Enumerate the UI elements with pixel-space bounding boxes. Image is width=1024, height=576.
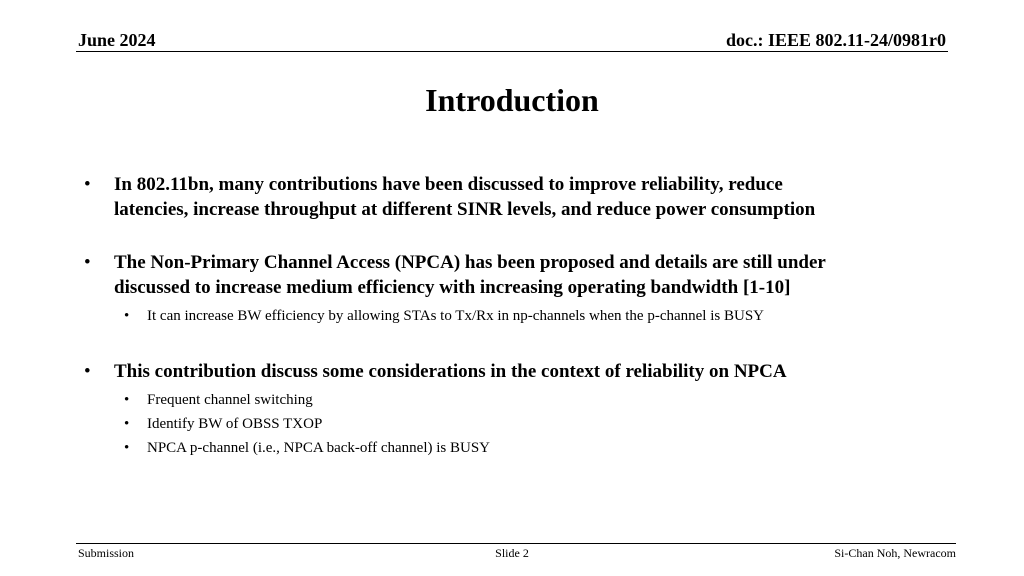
bullet-text-line: latencies, increase throughput at different SINR levels, and reduce power consumption	[114, 199, 816, 220]
sub-bullet-item	[114, 412, 924, 436]
bullet-item-reliability	[84, 172, 924, 222]
bullet-text-line: discussed to increase medium efficiency with increasing operating bandwidth [1-10]	[114, 277, 791, 298]
bullet-text-line: This contribution discuss some considerations in the context of reliability on NPCA	[114, 361, 787, 382]
sub-bullet-icon: •	[124, 308, 130, 324]
sub-bullet-text: It can increase BW efficiency by allowing STAs to Tx/Rx in np-channels when the p-channel is BUSY	[147, 308, 764, 324]
sub-bullet-list	[114, 304, 924, 328]
bullet-item-contribution	[84, 359, 924, 460]
footer-divider	[76, 543, 956, 544]
sub-bullet-icon: •	[124, 440, 130, 456]
sub-bullet-item	[114, 388, 924, 412]
bullet-item-npca	[84, 250, 924, 328]
header-divider	[76, 51, 948, 52]
bullet-text-line: The Non-Primary Channel Access (NPCA) has been proposed and details are still under	[114, 252, 826, 273]
footer-author: Si-Chan Noh, Newracom	[834, 546, 956, 560]
sub-bullet-text: Identify BW of OBSS TXOP	[147, 416, 323, 432]
sub-bullet-text: NPCA p-channel (i.e., NPCA back-off channel) is BUSY	[147, 440, 491, 456]
bullet-text-line: In 802.11bn, many contributions have been discussed to improve reliability, reduce	[114, 174, 783, 195]
header-doc-id: doc.: IEEE 802.11-24/0981r0	[725, 30, 946, 50]
slide-title: Introduction	[425, 82, 599, 118]
bullet-icon: •	[84, 252, 91, 273]
sub-bullet-item	[114, 436, 924, 460]
footer-slide-number: Slide 2	[495, 546, 529, 560]
sub-bullet-icon: •	[124, 416, 130, 432]
header-date: June 2024	[78, 30, 156, 50]
footer-submission: Submission	[78, 546, 135, 560]
bullet-list	[84, 172, 924, 460]
sub-bullet-item	[114, 304, 924, 328]
sub-bullet-icon: •	[124, 392, 130, 408]
sub-bullet-list	[114, 388, 924, 460]
bullet-icon: •	[84, 174, 91, 195]
bullet-icon: •	[84, 361, 91, 382]
sub-bullet-text: Frequent channel switching	[147, 392, 313, 408]
